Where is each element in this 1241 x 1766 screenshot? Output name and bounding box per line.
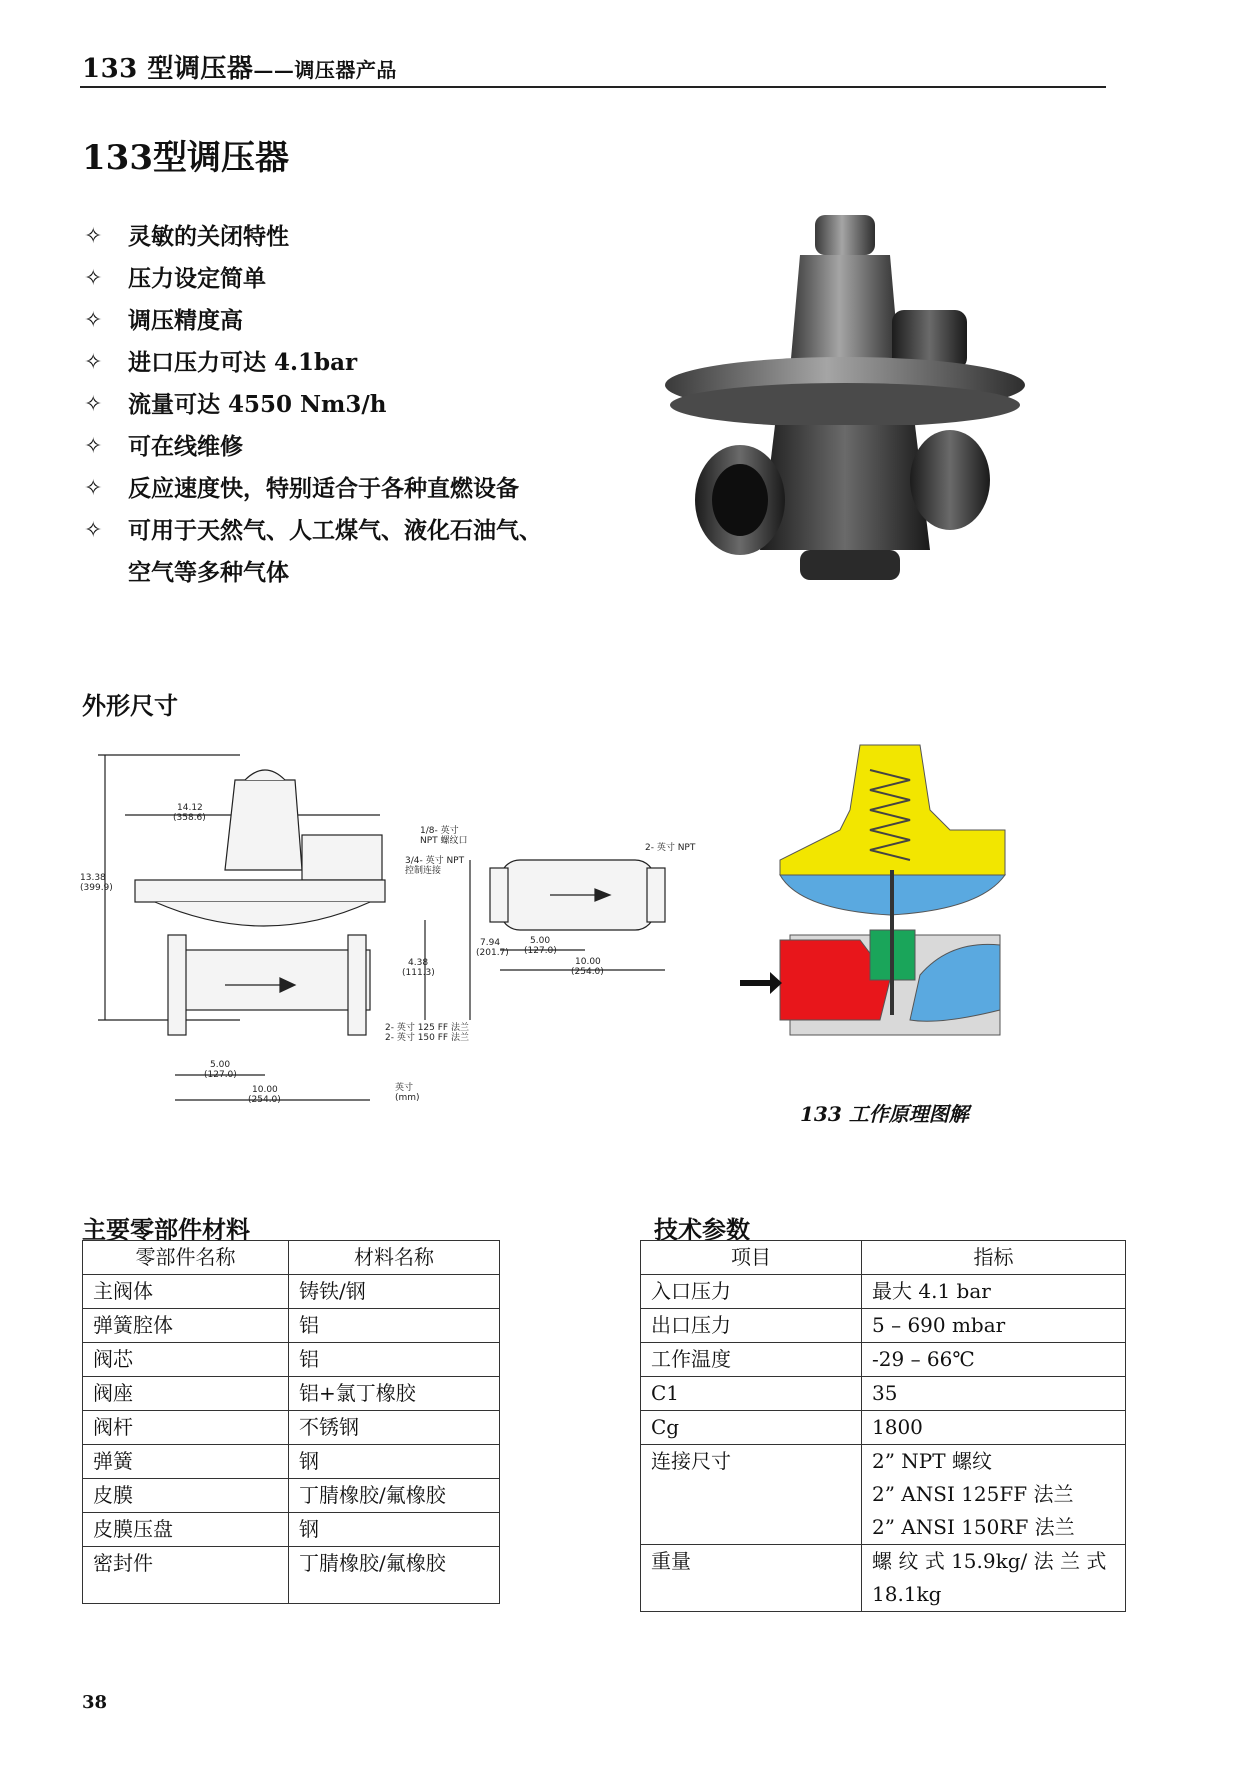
inlet-arrow-icon [740, 972, 782, 994]
dim-label: 英寸 [395, 1083, 414, 1093]
table-cell: 阀杆 [83, 1411, 289, 1445]
table-cell: 丁腈橡胶/氟橡胶 [289, 1547, 500, 1604]
table-row [641, 1309, 1126, 1343]
feature-text: 调压精度高 [128, 307, 243, 334]
dim-label: 4.38 [408, 958, 429, 968]
feature-list [84, 216, 542, 594]
connection-value: 2” ANSI 150RF 法兰 [872, 1515, 1075, 1539]
table-cell: Cg [641, 1411, 862, 1445]
table-cell: 铸铁/钢 [289, 1275, 500, 1309]
table-cell-multiline [862, 1545, 1126, 1612]
feature-item [84, 384, 542, 426]
specs-heading: 技术参数 [654, 1215, 750, 1244]
dim-label: (111.3) [402, 968, 435, 978]
table-row [641, 1275, 1126, 1309]
table-cell: 钢 [289, 1445, 500, 1479]
dimension-drawing [80, 740, 720, 1120]
dimensions-heading: 外形尺寸 [82, 691, 178, 720]
dim-label: (254.0) [248, 1095, 281, 1105]
dim-label: (399.9) [80, 883, 113, 893]
table-cell-multiline [862, 1445, 1126, 1545]
feature-text: 压力设定简单 [128, 265, 266, 292]
feature-text: 空气等多种气体 [128, 559, 289, 586]
header-subtitle: ——调压器产品 [253, 58, 397, 82]
feature-text: 灵敏的关闭特性 [128, 223, 289, 250]
table-cell: 密封件 [83, 1547, 289, 1604]
drawing-bonnet [225, 780, 302, 870]
table-cell: 铝 [289, 1343, 500, 1377]
drawing-lower-casing [155, 902, 370, 926]
table-cell: 主阀体 [83, 1275, 289, 1309]
connection-value: 2” ANSI 125FF 法兰 [872, 1482, 1074, 1506]
table-cell: C1 [641, 1377, 862, 1411]
feature-bullet-icon: ✧ [84, 434, 103, 459]
table-cell: 丁腈橡胶/氟橡胶 [289, 1479, 500, 1513]
feature-bullet-icon: ✧ [84, 392, 103, 417]
feature-item [84, 258, 542, 300]
regulator-body [760, 425, 930, 550]
feature-bullet-icon: ✧ [84, 476, 103, 501]
table-cell: 35 [862, 1377, 1126, 1411]
feature-bullet-icon: ✧ [84, 518, 103, 543]
drawing-casing [135, 880, 385, 902]
dim-label: 控制连接 [405, 866, 442, 876]
feature-bullet-icon: ✧ [84, 224, 103, 249]
table-row [83, 1513, 500, 1547]
table-row [641, 1343, 1126, 1377]
dim-label: 10.00 [252, 1085, 278, 1095]
regulator-photo [660, 210, 1060, 610]
dim-label: 2- 英寸 125 FF 法兰 [385, 1023, 469, 1033]
table-cell: 重量 [641, 1545, 862, 1612]
drawing-flange-left [168, 935, 186, 1035]
dim-label: 13.38 [80, 873, 106, 883]
dim-label: 10.00 [575, 957, 601, 967]
table-cell: 皮膜 [83, 1479, 289, 1513]
feature-item [84, 216, 542, 258]
column-header: 项目 [641, 1241, 862, 1275]
table-cell: 1800 [862, 1411, 1126, 1445]
feature-text: 可在线维修 [128, 433, 243, 460]
table-cell: 铝+氯丁橡胶 [289, 1377, 500, 1411]
column-header: 零部件名称 [83, 1241, 289, 1275]
table-cell: -29 – 66℃ [862, 1343, 1126, 1377]
table-cell: 不锈钢 [289, 1411, 500, 1445]
dim-label: 2- 英寸 150 FF 法兰 [385, 1033, 469, 1043]
working-principle-diagram [730, 740, 1050, 1070]
dim-label: NPT 螺纹口 [420, 836, 468, 846]
column-header: 材料名称 [289, 1241, 500, 1275]
diagram-caption: 133 工作原理图解 [800, 1102, 969, 1126]
feature-text: 流量可达 4550 Nm3/h [128, 391, 387, 418]
feature-bullet-icon: ✧ [84, 350, 103, 375]
table-header-row [641, 1241, 1126, 1275]
table-row [83, 1547, 500, 1604]
table-row [641, 1445, 1126, 1545]
feature-item [84, 426, 542, 468]
table-cell: 工作温度 [641, 1343, 862, 1377]
weight-value: 螺 纹 式 15.9kg/ 法 兰 式 [872, 1549, 1107, 1573]
header-divider [80, 86, 1106, 88]
dim-label: (127.0) [204, 1070, 237, 1080]
weight-value: 18.1kg [872, 1582, 942, 1606]
regulator-flange-ring [670, 383, 1020, 427]
dim-label: 7.94 [480, 938, 501, 948]
dim-label: (127.0) [524, 946, 557, 956]
regulator-outlet [910, 430, 990, 530]
table-cell: 阀芯 [83, 1343, 289, 1377]
connection-value: 2” NPT 螺纹 [872, 1449, 992, 1473]
dim-label: 2- 英寸 NPT [645, 843, 696, 853]
table-row [83, 1275, 500, 1309]
table-row [83, 1479, 500, 1513]
dim-label: 14.12 [177, 803, 203, 813]
feature-text: 进口压力可达 4.1bar [128, 349, 358, 376]
page-number: 38 [82, 1692, 108, 1713]
table-row [641, 1377, 1126, 1411]
table-row [83, 1343, 500, 1377]
feature-item [84, 300, 542, 342]
regulator-inlet-bore [712, 464, 768, 536]
table-row [83, 1309, 500, 1343]
materials-table [82, 1240, 500, 1604]
table-cell: 阀座 [83, 1377, 289, 1411]
feature-text: 反应速度快，特别适合于各种直燃设备 [128, 475, 519, 502]
drawing-flange-right [348, 935, 366, 1035]
table-row [83, 1445, 500, 1479]
materials-heading: 主要零部件材料 [82, 1215, 250, 1244]
regulator-cap [815, 215, 875, 255]
table-cell: 出口压力 [641, 1309, 862, 1343]
drawing-screwed-end-right [647, 868, 665, 922]
feature-item [84, 510, 542, 552]
feature-bullet-icon: ✧ [84, 266, 103, 291]
dim-label: (201.7) [476, 948, 509, 958]
feature-item-continued [84, 552, 542, 594]
regulator-bonnet [790, 255, 900, 370]
table-row [83, 1377, 500, 1411]
feature-item [84, 468, 542, 510]
feature-bullet-icon: ✧ [84, 308, 103, 333]
drawing-body [175, 950, 370, 1010]
table-header-row [83, 1241, 500, 1275]
table-cell: 弹簧 [83, 1445, 289, 1479]
feature-item [84, 342, 542, 384]
table-cell: 连接尺寸 [641, 1445, 862, 1545]
table-row [641, 1411, 1126, 1445]
page-title: 133型调压器 [82, 138, 289, 178]
feature-text: 可用于天然气、人工煤气、液化石油气、 [128, 517, 542, 544]
dim-label: (358.6) [173, 813, 206, 823]
dim-label: (mm) [395, 1093, 420, 1103]
dim-label: 5.00 [210, 1060, 231, 1070]
table-cell: 入口压力 [641, 1275, 862, 1309]
header-title [82, 48, 397, 85]
dim-label: 1/8- 英寸 [420, 826, 459, 836]
regulator-bottom [800, 550, 900, 580]
table-cell: 钢 [289, 1513, 500, 1547]
drawing-screwed-end-left [490, 868, 508, 922]
table-row [83, 1411, 500, 1445]
dim-label: (254.0) [571, 967, 604, 977]
column-header: 指标 [862, 1241, 1126, 1275]
table-cell: 铝 [289, 1309, 500, 1343]
drawing-cap [245, 770, 285, 780]
table-cell: 弹簧腔体 [83, 1309, 289, 1343]
drawing-vent [302, 835, 382, 880]
specs-table [640, 1240, 1126, 1612]
header-title-text: 133 型调压器 [82, 54, 254, 84]
dim-label: 3/4- 英寸 NPT [405, 856, 465, 866]
dim-label: 5.00 [530, 936, 551, 946]
table-cell: 5 – 690 mbar [862, 1309, 1126, 1343]
table-row [641, 1545, 1126, 1612]
table-cell: 皮膜压盘 [83, 1513, 289, 1547]
table-cell: 最大 4.1 bar [862, 1275, 1126, 1309]
